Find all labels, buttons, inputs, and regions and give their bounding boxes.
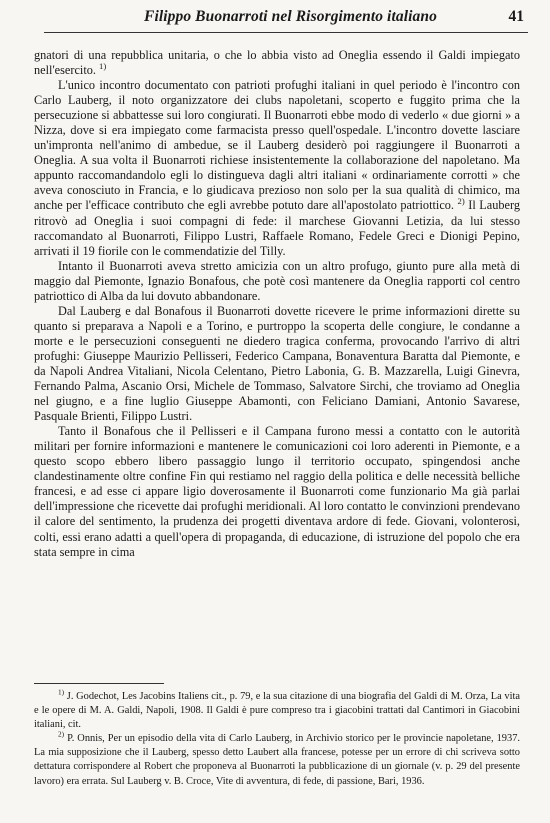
running-title: Filippo Buonarroti nel Risorgimento italiano xyxy=(144,8,437,25)
paragraph xyxy=(34,78,520,259)
footnote-text: J. Godechot, Les Jacobins Italiens cit., p. 79, e la sua citazione di una biografia del Galdi di M. Orza, La vita e le opere di M. A. Galdi, Napoli, 1908. Il Galdi è pure compreso tra i giacobini trattati dal Cantimori in Giacobini italiani, cit. xyxy=(34,691,520,731)
paragraph-text: L'unico incontro documentato con patrioti profughi italiani in quel periodo è l'incontro con Carlo Lauberg, il noto organizzatore dei clubs napoletani, scoperto e fuggito prima che la persecuzione si abbattesse sui loro congiurati. Il Buonarroti ebbe modo di vederlo « due giorni » a Nizza, dove si era impiegato come farmacista presso quell'ospedale. L'incontro dovette lasciare un'impronta nell'animo di ambedue, se il Lauberg desiderò poi raggiungere il Buonarroti a Oneglia. A sua volta il Buonarroti richiese insistentemente la collaborazione del napoletano. Ma appunto raccomandandolo egli lo distingueva dagli altri italiani « ordinariamente corrotti » che aveva conosciuto in Francia, e lo giudicava prezioso non solo per la sua qualità di chimico, ma anche per l'efficace contributo che egli avrebbe potuto dare all'apostolato patriottico. xyxy=(34,78,520,213)
footnote-reference: 2) xyxy=(457,196,465,207)
main-text xyxy=(34,48,520,560)
paragraph: Intanto il Buonarroti aveva stretto amicizia con un altro profugo, giunto pure alla metà di maggio dal Piemonte, Ignazio Bonafous, che potè così mantenere da Oneglia rapporti col centro patriottico di Alba da lui dovuto abbandonare. xyxy=(34,258,520,303)
paragraph: Tanto il Bonafous che il Pellisseri e il Campana furono messi a contatto con le autorità militari per fornire informazioni e mantenere le comunicazioni coi loro aderenti in Piemonte, e a questo scopo ebbero libero passaggio lungo il territorio occupato, spingendosi anche clandestinamente oltre confine Fin qui restiamo nel raggio della politica e delle necessità belliche francesi, e ad esse ci appare ligio doverosamente il Buonarroti come funzionario Ma già parlai dell'impressione che ricevette dai profughi meridionali. Al loro contatto le convinzioni prendevano il calore del sentimento, la prudenza dei progetti diventava ardore di fede. Giovani, volonterosi, colti, essi erano adatti a quell'opera di propaganda, di educazione, di istruzione del popolo che era stata sempre in cima xyxy=(34,424,520,559)
footnote-number: 2) xyxy=(58,730,65,739)
paragraph xyxy=(34,48,520,78)
footnote-number: 1) xyxy=(58,688,65,697)
footnotes xyxy=(34,690,520,789)
footnote-divider xyxy=(34,683,164,684)
paragraph-text: gnatori di una repubblica unitaria, o che lo abbia visto ad Oneglia essendo il Galdi impiegato nell'esercito. xyxy=(34,48,520,78)
page-number: 41 xyxy=(508,8,524,25)
footnote-reference: 1) xyxy=(99,60,107,71)
running-head xyxy=(44,6,528,33)
footnote xyxy=(34,690,520,732)
paragraph: Dal Lauberg e dal Bonafous il Buonarroti dovette ricevere le prime informazioni dirette su quanto si preparava a Napoli e a Torino, e purtroppo la scoperta delle congiure, le condanne a morte e le persecuzioni conseguenti ne diedero tragica conferma, provocando l'arrivo di altri profughi: Giuseppe Maurizio Pellisseri, Federico Campana, Bonaventura Baratta dal Piemonte, e da Napoli Andrea Vitaliani, Nicola Celentano, Pietro Labonia, G. B. Mazzarella, Luigi Ginevra, Fernando Palma, Ascanio Orsi, Michele de Tommaso, Salvatore Sirchi, che troviamo ad Oneglia nel giugno, e a fine luglio Giuseppe Abamonti, con Feliciano Damiani, Antonio Savarese, Pasquale Brienti, Filippo Lustri. xyxy=(34,303,520,424)
paragraph-text: Il Lauberg ritrovò ad Oneglia i suoi compagni di fede: il marchese Giovanni Letizia, da lui stesso raccomandato al Buonarroti, Filippo Lustri, Raffaele Romano, Fedele Greci e Dionigi Pepino, arrivati il 19 fiorile con le commendatizie del Tilly. xyxy=(34,198,520,258)
footnote xyxy=(34,732,520,788)
footnote-text: P. Onnis, Per un episodio della vita di Carlo Lauberg, in Archivio storico per le provincie napoletane, 1937. La mia supposizione che il Lauberg, spesso detto Laubert alla francese, potesse per un errore di chi scriveva sotto dettatura corrispondere al Robert che proponeva al Buonarroti la pubblicazione di un giornale (v. p. 29 del presente lavoro) era errata. Sul Lauberg v. B. Croce, Vite di avventura, di fede, di passione, Bari, 1936. xyxy=(34,733,520,787)
